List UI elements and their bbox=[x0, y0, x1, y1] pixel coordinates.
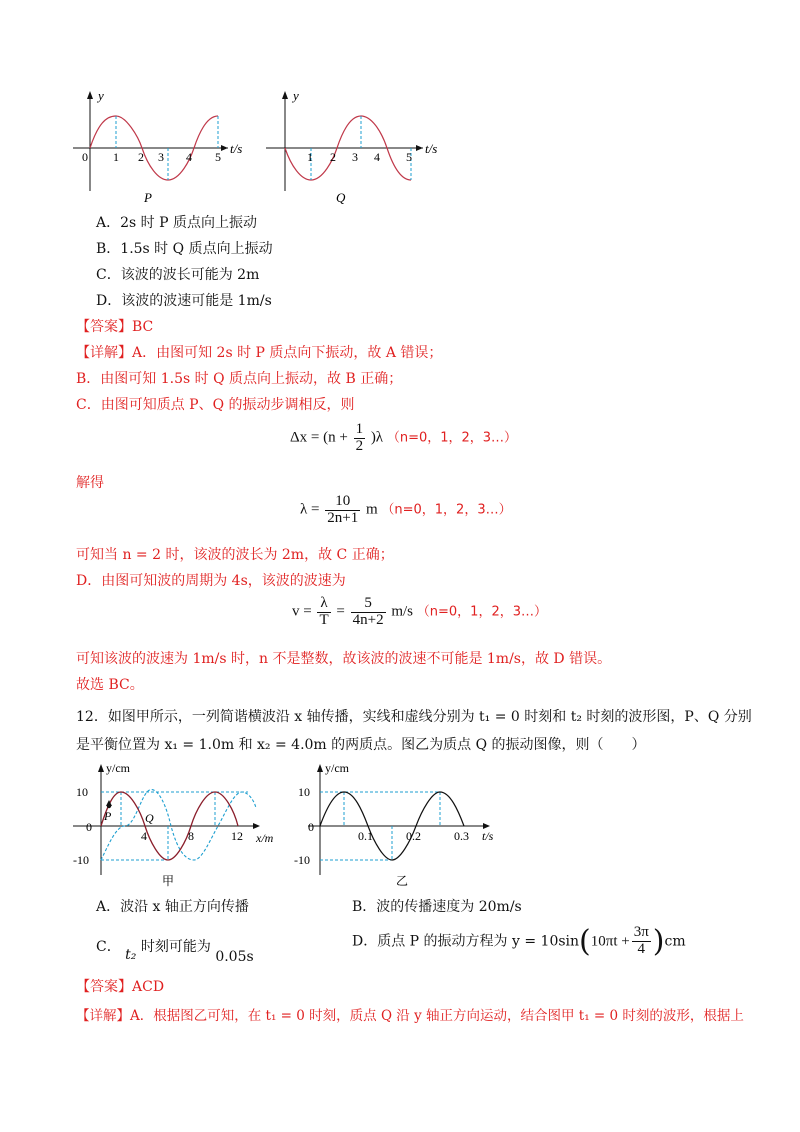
q12-option-d-unit: cm bbox=[664, 933, 686, 950]
graph-yi-caption: 乙 bbox=[396, 874, 409, 888]
q12-detail: 【详解】A．根据图乙可知，在 t₁ = 0 时刻，质点 Q 沿 y 轴正方向运动，结合图甲 t₁ = 0 时刻的波形，根据上 bbox=[76, 1008, 744, 1024]
q12-option-d: D．质点 P 的振动方程为 y = 10sin(10πt + $\frac{3\pi}{4}$ )cm bbox=[352, 924, 686, 959]
graph-jia-ytick: 0 bbox=[86, 820, 92, 834]
q11-answer: 【答案】BC bbox=[76, 319, 154, 335]
graph-jia-ylabel: y/cm bbox=[106, 761, 130, 775]
q12-option-d-inner: 10πt + bbox=[590, 933, 630, 950]
q12-option-c bbox=[96, 936, 254, 965]
q12-stem-line2: 是平衡位置为 x₁ = 1.0m 和 x₂ = 4.0m 的两质点。图乙为质点 Q 的振动图像，则（ ） bbox=[76, 737, 646, 753]
q11-detail-line6: 可知该波的波速为 1m/s 时，n 不是整数，故该波的波速不可能是 1m/s，故 D 错误。 bbox=[76, 651, 612, 667]
graph-P-tick: 5 bbox=[215, 150, 221, 164]
eq3-fraction-1 bbox=[317, 596, 330, 629]
eq3-equals: = bbox=[336, 603, 345, 620]
graph-Q-xlabel: t/s bbox=[425, 141, 438, 156]
graph-yi-xtick: 0.3 bbox=[454, 829, 469, 843]
q11-detail-line3: C．由图可知质点 P、Q 的振动步调相反，则 bbox=[76, 397, 355, 413]
graph-jia-caption: 甲 bbox=[162, 874, 175, 888]
q11-option-b: B．1.5s 时 Q 质点向上振动 bbox=[96, 241, 273, 257]
equation-velocity bbox=[292, 596, 547, 629]
eq1-num: 1 bbox=[355, 421, 364, 437]
graph-yi-ytick: 0 bbox=[308, 820, 314, 834]
equation-delta-x bbox=[290, 422, 517, 455]
graph-jia-xtick: 8 bbox=[188, 829, 194, 843]
eq2-den: 2n+1 bbox=[327, 509, 359, 526]
graph-P-tick: 0 bbox=[82, 150, 88, 164]
q11-detail-line7: 故选 BC。 bbox=[76, 677, 144, 693]
q12-option-d-num: 3π bbox=[633, 924, 649, 941]
q11-option-d: D．该波的波速可能是 1m/s bbox=[96, 293, 272, 309]
eq3-unit: m/s bbox=[391, 603, 414, 620]
graph-P-ylabel: y bbox=[98, 88, 104, 103]
eq1-lhs: Δx = (n + bbox=[290, 429, 348, 446]
graph-yi-ytick: 10 bbox=[298, 785, 310, 799]
graph-yi-ytick: -10 bbox=[294, 853, 310, 867]
label-Q: Q bbox=[145, 811, 154, 825]
eq3-num1: λ bbox=[317, 596, 330, 613]
graph-P-tick: 4 bbox=[186, 150, 192, 164]
solve-label: 解得 bbox=[76, 475, 104, 491]
graph-Q-tick: 2 bbox=[330, 150, 336, 164]
graph-Q-tick: 5 bbox=[406, 150, 412, 164]
q11-detail-line2: B．由图可知 1.5s 时 Q 质点向上振动，故 B 正确； bbox=[76, 371, 403, 387]
eq3-lhs: v = bbox=[292, 603, 312, 620]
graph-Q-tick: 3 bbox=[352, 150, 358, 164]
eq3-num2: 5 bbox=[351, 596, 386, 613]
q12-option-a: A．波沿 x 轴正方向传播 bbox=[96, 899, 249, 915]
eq2-num: 10 bbox=[325, 494, 360, 511]
q11-option-a: A．2s 时 P 质点向上振动 bbox=[96, 215, 257, 231]
q11-option-c: C．该波的波长可能为 2m bbox=[96, 267, 260, 283]
graph-yi-xlabel: t/s bbox=[482, 829, 494, 843]
eq3-den1: T bbox=[319, 611, 329, 628]
label-P: P bbox=[104, 809, 112, 823]
q12-stem-line1: 12．如图甲所示，一列简谐横波沿 x 轴传播，实线和虚线分别为 t₁ = 0 时刻和 t₂ 时刻的波形图，P、Q 分别 bbox=[76, 709, 752, 725]
q12-option-d-den: 4 bbox=[637, 941, 645, 957]
q12-option-c-t2: t₂ bbox=[125, 947, 137, 963]
dashed-wave bbox=[101, 790, 256, 860]
graph-jia-xtick: 4 bbox=[141, 829, 147, 843]
q12-answer: 【答案】ACD bbox=[76, 979, 165, 995]
q11-detail-line5: D．由图可知波的周期为 4s，该波的波速为 bbox=[76, 573, 346, 589]
q12-option-c-prefix: C． bbox=[96, 939, 121, 955]
graph-P-xlabel: t/s bbox=[230, 141, 243, 156]
eq2-unit: m bbox=[365, 501, 378, 518]
eq3-fraction-2 bbox=[351, 596, 386, 629]
q11-detail-line4: 可知当 n = 2 时，该波的波长为 2m，故 C 正确； bbox=[76, 547, 394, 563]
graph-yi-xtick: 0.1 bbox=[358, 829, 373, 843]
graph-jia-ytick: -10 bbox=[73, 853, 89, 867]
graph-P-tick: 1 bbox=[113, 150, 119, 164]
graph-jia-xtick: 12 bbox=[231, 829, 243, 843]
eq3-den2: 4n+2 bbox=[352, 611, 384, 628]
eq1-rhs: )λ bbox=[370, 429, 384, 446]
figure-q12 bbox=[68, 760, 508, 890]
graph-Q-tick: 4 bbox=[374, 150, 380, 164]
q12-option-c-value: 0.05s bbox=[215, 949, 254, 965]
q12-option-c-mid: 时刻可能为 bbox=[140, 939, 211, 955]
q12-option-d-prefix: D．质点 P 的振动方程为 y = 10sin bbox=[352, 933, 580, 950]
graph-jia bbox=[73, 761, 274, 888]
graph-yi-ylabel: y/cm bbox=[325, 761, 349, 775]
graph-Q-caption: Q bbox=[336, 190, 346, 205]
eq1-fraction bbox=[354, 422, 366, 455]
graph-jia-ytick: 10 bbox=[76, 785, 88, 799]
graph-Q bbox=[266, 88, 437, 205]
eq2-condition: （n=0，1，2，3…） bbox=[381, 502, 512, 518]
eq3-condition: （n=0，1，2，3…） bbox=[416, 604, 547, 620]
eq1-condition: （n=0，1，2，3…） bbox=[386, 430, 518, 446]
graph-yi-xtick: 0.2 bbox=[406, 829, 421, 843]
figure-q11 bbox=[68, 86, 458, 211]
graph-Q-tick: 1 bbox=[307, 150, 313, 164]
q12-option-d-fraction bbox=[632, 925, 651, 958]
q11-detail-line1: 【详解】A．由图可知 2s 时 P 质点向下振动，故 A 错误； bbox=[76, 345, 443, 361]
graph-jia-xlabel: x/m bbox=[256, 831, 274, 845]
graph-yi bbox=[294, 761, 494, 888]
graph-P-tick: 3 bbox=[158, 150, 164, 164]
eq2-lhs: λ = bbox=[300, 501, 320, 518]
graph-P-caption: P bbox=[144, 190, 152, 205]
graph-P-tick: 2 bbox=[138, 150, 144, 164]
graph-Q-ylabel: y bbox=[293, 88, 299, 103]
eq1-den: 2 bbox=[355, 437, 364, 454]
graph-P bbox=[73, 88, 242, 205]
q12-option-b: B．波的传播速度为 20m/s bbox=[352, 899, 522, 915]
equation-lambda bbox=[300, 494, 512, 527]
eq2-fraction bbox=[325, 494, 360, 527]
